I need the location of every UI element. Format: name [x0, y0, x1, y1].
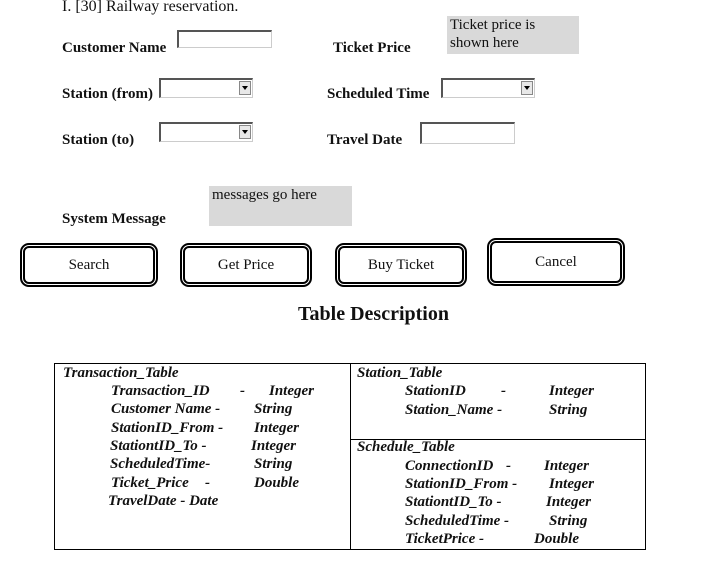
field-name: StationID — [405, 383, 466, 399]
field-name: StationtID_To - — [110, 438, 207, 454]
scheduled-time-select[interactable] — [441, 78, 535, 98]
field-type: String — [254, 456, 293, 472]
travel-date-label: Travel Date — [327, 132, 403, 148]
field-type: Integer — [251, 438, 296, 454]
station-to-label: Station (to) — [62, 132, 135, 148]
field-type: String — [549, 402, 588, 418]
system-message-display: messages go here — [209, 186, 352, 226]
field-name: Transaction_ID — [111, 383, 210, 399]
scheduled-time-label: Scheduled Time — [327, 86, 430, 102]
buy-ticket-button[interactable]: Buy Ticket — [335, 243, 467, 287]
station-from-select[interactable] — [159, 78, 253, 98]
schema-table — [54, 363, 646, 550]
station-from-label: Station (from) — [62, 86, 153, 102]
field-name: TicketPrice - — [405, 531, 484, 547]
travel-date-input[interactable] — [420, 122, 515, 144]
page-heading: I. [30] Railway reservation. — [62, 0, 239, 15]
customer-name-input[interactable] — [177, 30, 272, 48]
chevron-down-icon[interactable] — [239, 81, 251, 95]
field-separator: - — [506, 458, 511, 474]
get-price-button[interactable]: Get Price — [180, 243, 312, 287]
field-type: String — [549, 513, 588, 529]
ticket-price-display: Ticket price is shown here — [447, 16, 579, 54]
system-message-label: System Message — [62, 211, 166, 227]
field-name: Customer Name - — [111, 401, 221, 417]
field-name: TravelDate - Date — [108, 493, 219, 509]
field-name: Station_Name - — [405, 402, 503, 418]
field-name: StationtID_To - — [405, 494, 502, 510]
field-name: Ticket_Price — [111, 475, 189, 491]
field-type: Double — [534, 531, 579, 547]
search-button[interactable]: Search — [20, 243, 158, 287]
field-type: Integer — [546, 494, 591, 510]
field-separator: - — [205, 475, 210, 491]
field-name: ConnectionID — [405, 458, 494, 474]
field-type: Double — [254, 475, 299, 491]
station-table-name: Station_Table — [357, 365, 443, 381]
field-separator: - — [501, 383, 506, 399]
field-type: Integer — [254, 420, 299, 436]
cancel-button[interactable]: Cancel — [487, 238, 625, 286]
field-name: StationID_From - — [405, 476, 518, 492]
table-description-title: Table Description — [298, 303, 449, 325]
field-type: Integer — [544, 458, 589, 474]
ticket-price-label: Ticket Price — [333, 40, 411, 56]
field-type: Integer — [549, 383, 594, 399]
transaction-table-name: Transaction_Table — [63, 365, 179, 381]
field-separator: - — [240, 383, 245, 399]
field-name: ScheduledTime - — [405, 513, 510, 529]
chevron-down-icon[interactable] — [239, 125, 251, 139]
chevron-down-icon[interactable] — [521, 81, 533, 95]
station-to-select[interactable] — [159, 122, 253, 142]
field-type: Integer — [549, 476, 594, 492]
schedule-table-name: Schedule_Table — [357, 439, 455, 455]
field-name: StationID_From - — [111, 420, 224, 436]
column-divider — [350, 364, 351, 549]
field-type: Integer — [269, 383, 314, 399]
field-type: String — [254, 401, 293, 417]
field-name: ScheduledTime- — [110, 456, 211, 472]
customer-name-label: Customer Name — [62, 40, 167, 56]
